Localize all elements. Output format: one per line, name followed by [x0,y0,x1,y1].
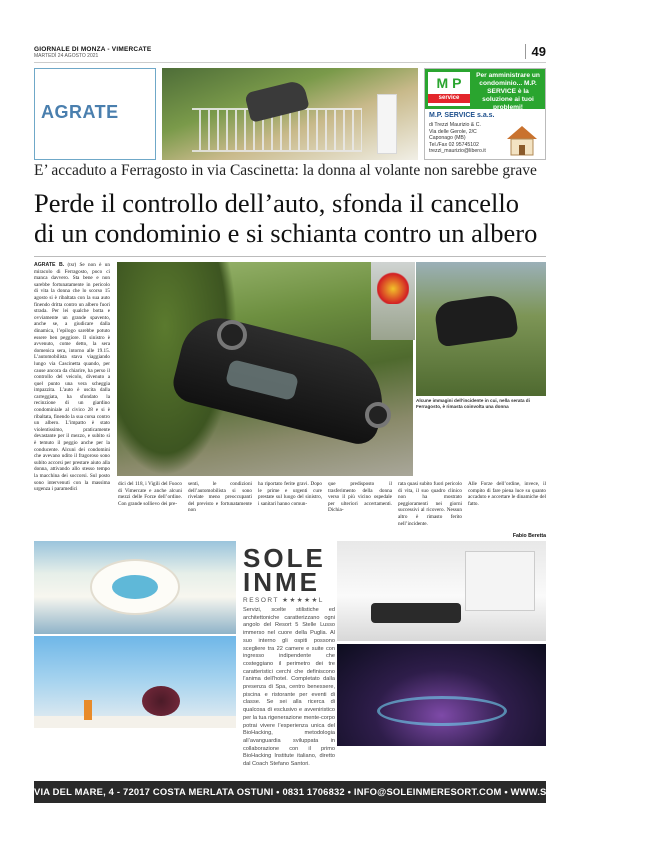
article-col1-text: (tsr) Se non è un miracolo di Ferragosto, poco ci manca davvero. Sta bene e non sarebbe fortunatamente in pericolo di vita la donna che lo scorso 15 agosto si è ribaltata con la sua auto finendo dritta contro un albero fuori strada. Per lei qualche botta e ovviamente un grande spavento, anche se, a giudicare dalla dinamica, l’epilogo sarebbe potuto essere ben peggiore. Il sinistro è avvenuto, come detto, la sera domenica sera, intorno alle 19.15. L’automobilista stava viaggiando lungo via Cascinetta quando, per cause ancora da chiarire, ha perso il controllo del veicolo, divenuto a quel punto una vera scheggia impazzita. L’auto è uscita dalla carreggiata, ha sfondato la recinzione di un giardino condominiale al civico 28 e si è ribaltata, finendo la sua corsa contro un albero. L’impatto è stato violentissimo, praticamente devastante per il mezzo, e subito si è temuto il peggio anche per la conducente. Alcuni dei condomini che avevano udito il fragoroso sono subito accorsi per prestare aiuto alla donna, attivando allo stesso tempo la macchina dei soccorsi. Sul posto sono intervenuti con la massima urgenza i paramedici [34,262,110,493]
article-column-6: rata quasi subito fuori pericolo di vita, il suo quadro clinico non ha mostrato peggioramenti nei giorni successivi al ricovero. Nessun altro è rimasto ferito nell’incidente. [398,481,462,527]
car-wheel [365,402,391,428]
juice-glass [84,700,92,720]
breakfast-table [34,716,236,728]
ad-owner: di Trezzi Maurizio & C. [429,122,481,128]
ad-pitch: Per amministrare un condominio... M.P. SERVICE è la soluzione ai tuoi problemi! [476,72,540,111]
article-headline [34,188,546,248]
masthead [34,46,151,59]
resort-logo-subtitle: RESORT ★★★★★L [243,597,324,604]
gate-pillar [377,94,397,154]
ad-email: trezzi_maurizio@libero.it [429,148,486,155]
header-divider [34,62,546,63]
mp-logo-service: service [428,94,470,103]
resort-suite-photo [337,541,546,641]
suite-bed [371,603,461,623]
mp-logo-letters: M P [436,75,462,91]
article-column-3: senti, le condizioni dell’automobilista si sono rivelate meno preoccupanti del previsto e fortunatamente non [188,481,252,514]
car-in-garden-photo [416,262,546,396]
headline-line-2: di un condominio e si schianta contro un albero [34,218,538,248]
breakfast-terrace-photo [34,636,236,728]
resort-logo-line-1: SOLE [243,543,326,573]
resort-aerial-photo [34,541,236,634]
article-column-1 [34,262,110,532]
article-column-2: dici del 118, i Vigili del Fuoco di Vimercate e anche alcuni mezzi delle Forze dell’ordine. Con grande sollievo dei pre- [118,481,182,507]
publication-name: GIORNALE DI MONZA - VIMERCATE [34,46,152,53]
firefighter-photo [371,262,415,340]
ad-address [429,122,486,155]
flower-vase [142,686,180,716]
article-column-4: ha riportato ferite gravi. Dopo le prime e urgenti cure prestate sul luogo del sinistro, i sanitari hanno comun- [258,481,322,507]
article-column-5: que predisposto il trasferimento della donna verso il più vicino ospedale per ulteriori accertamenti. Dichia- [328,481,392,514]
byline: Fabio Beretta [512,533,546,539]
ad-company: M.P. SERVICE s.a.s. [429,112,495,119]
resort-logo [243,543,335,604]
resort-advertisement [34,541,546,807]
photo-caption: Alcune immagini dell’incidente in cui, nella serata di Ferragosto, è rimasta coinvolta una donna [416,398,530,409]
overturned-car-photo [117,262,413,476]
ad-street: Via delle Gerole, 2/C [429,128,477,135]
article-dateline: AGRATE B. [34,262,65,268]
article-column-7: Alle Forze dell’ordine, invece, il compito di fare piena luce su quanto accaduto e accertare le dinamiche del fatto. [468,481,546,507]
resort-contact-bar: VIA DEL MARE, 4 - 72017 COSTA MERLATA OSTUNI • 0831 1706832 • INFO@SOLEINMERESORT.COM • WWW.SOLEINMERESORT.COM [34,781,546,803]
section-label: AGRATE [41,102,119,122]
article-kicker: E’ accaduto a Ferragosto in via Cascinetta: la donna al volante non sarebbe grave [34,162,537,179]
hotel-pool [112,575,158,599]
resort-logo-line-2: INME [243,567,320,597]
house-icon [503,121,541,157]
accident-gate-photo [162,68,418,160]
section-box [34,68,156,160]
headline-line-1: Perde il controllo dell’auto, sfonda il cancello [34,188,519,218]
ad-city: Caponago (MB) [429,135,466,142]
pool-lights [377,696,507,726]
headline-divider [34,256,546,257]
mp-service-ad [424,68,546,160]
resort-night-photo [337,644,546,746]
fire-brigade-emblem-icon [377,266,409,304]
mp-logo [428,72,470,106]
suite-window [465,551,535,611]
overturned-car [433,293,518,348]
ad-phone: Tel./Fax 02 95745102 [429,141,479,148]
car-wheel [217,320,247,350]
resort-description: Servizi, scelte stilistiche ed architettoniche caratterizzano ogni angolo del Resort 5 Stelle Lusso immerso nel cuore della Puglia. Al suo interno gli ospiti possono scegliere tra 22 camere e suite con ingresso indipendente che costeggiano il perimetro dei tre caratteristici cerchi che definiscono l’anima dell’hotel. Completato dalla presenza di Spa, centro benessere, piscina e ristorante per eventi di classe. Se sei alla ricerca di qualcosa di esclusivo e avveniristico per la tua rigenerazione mente-corpo potrai vivere l’esperienza unica del BioHacking, metodologia all’avanguardia sviluppata in collaborazione con il primo BioHacking Institute italiano, diretto dal Coach Stefano Santori. [243,607,335,768]
page-number: 49 [525,44,546,59]
issue-date: MARTEDÌ 24 AGOSTO 2021 [34,53,99,59]
